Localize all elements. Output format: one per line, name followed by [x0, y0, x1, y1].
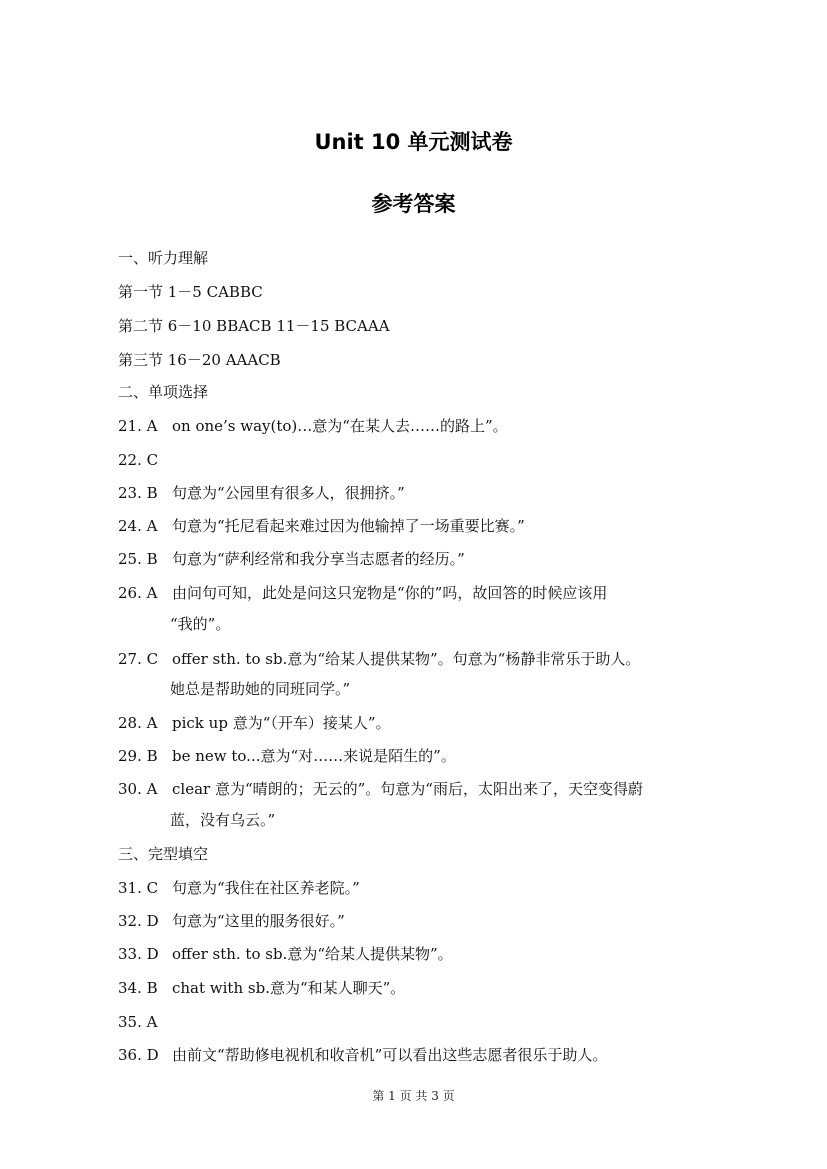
answer-explanation: 句意为“公园里有很多人，很拥挤。” — [172, 484, 405, 502]
page-title: Unit 10 单元测试卷 — [314, 130, 513, 154]
answer-number: 36. D — [118, 1046, 159, 1064]
answer-number: 26. A — [118, 584, 158, 602]
section-heading-single-choice: 二、单项选择 — [118, 383, 209, 401]
answer-explanation: 句意为“这里的服务很好。” — [172, 912, 345, 930]
answer-explanation: on one’s way(to)…意为“在某人去……的路上”。 — [172, 417, 508, 435]
answer-explanation: offer sth. to sb.意为“给某人提供某物”。句意为“杨静非常乐于助人。 — [172, 650, 641, 668]
answer-number: 28. A — [118, 714, 158, 732]
listening-line: 第一节 1－5 CABBC — [118, 283, 263, 301]
answer-item — [118, 779, 643, 799]
answer-number: 27. C — [118, 650, 159, 668]
answer-item — [118, 944, 453, 964]
answer-explanation: offer sth. to sb.意为“给某人提供某物”。 — [172, 945, 453, 963]
answer-item — [118, 516, 525, 536]
answer-item — [118, 583, 607, 603]
answer-item — [118, 713, 391, 733]
answer-item — [118, 911, 345, 931]
answer-explanation: chat with sb.意为“和某人聊天”。 — [172, 979, 406, 997]
section-heading-cloze: 三、完型填空 — [118, 845, 209, 863]
page-footer: 第 1 页 共 3 页 — [372, 1089, 455, 1103]
listening-line: 第三节 16－20 AAACB — [118, 351, 281, 369]
answer-explanation: 句意为“我住在社区养老院。” — [172, 879, 360, 897]
answer-number: 25. B — [118, 550, 158, 568]
listening-line: 第二节 6－10 BBACB 11－15 BCAAA — [118, 317, 390, 335]
answer-number: 32. D — [118, 912, 159, 930]
answer-explanation: 由问句可知，此处是问这只宠物是“你的”吗，故回答的时候应该用 — [172, 584, 608, 602]
answer-number: 23. B — [118, 484, 158, 502]
answer-item — [118, 878, 360, 898]
answer-explanation: clear 意为“晴朗的；无云的”。句意为“雨后，太阳出来了，天空变得蔚 — [172, 780, 643, 798]
answer-number: 21. A — [118, 417, 158, 435]
answer-item — [118, 416, 508, 436]
answer-explanation: pick up 意为“（开车）接某人”。 — [172, 714, 391, 732]
answer-number: 29. B — [118, 747, 158, 765]
answer-number: 22. C — [118, 451, 159, 469]
answer-item — [118, 549, 465, 569]
answer-explanation: 由前文“帮助修电视机和收音机”可以看出这些志愿者很乐于助人。 — [172, 1046, 608, 1064]
answer-item — [118, 978, 405, 998]
answer-number: 35. A — [118, 1013, 158, 1031]
answer-number: 31. C — [118, 879, 159, 897]
answer-explanation-continued: “我的”。 — [170, 615, 231, 633]
answer-explanation-continued: 蓝，没有乌云。” — [170, 811, 276, 829]
answer-explanation: 句意为“萨利经常和我分享当志愿者的经历。” — [172, 550, 465, 568]
answer-item — [118, 483, 405, 503]
answer-number: 33. D — [118, 945, 159, 963]
answer-item — [118, 450, 172, 470]
answer-item — [118, 746, 456, 766]
answer-item — [118, 1045, 607, 1065]
answer-explanation-continued: 她总是帮助她的同班同学。” — [170, 680, 351, 698]
page-subtitle: 参考答案 — [371, 192, 456, 216]
answer-explanation: be new to...意为“对……来说是陌生的”。 — [172, 747, 456, 765]
answer-item — [118, 649, 640, 669]
answer-number: 34. B — [118, 979, 158, 997]
answer-number: 24. A — [118, 517, 158, 535]
answer-item — [118, 1012, 172, 1032]
answer-explanation: 句意为“托尼看起来难过因为他输掉了一场重要比赛。” — [172, 517, 525, 535]
section-heading-listening: 一、听力理解 — [118, 249, 209, 267]
answer-number: 30. A — [118, 780, 158, 798]
